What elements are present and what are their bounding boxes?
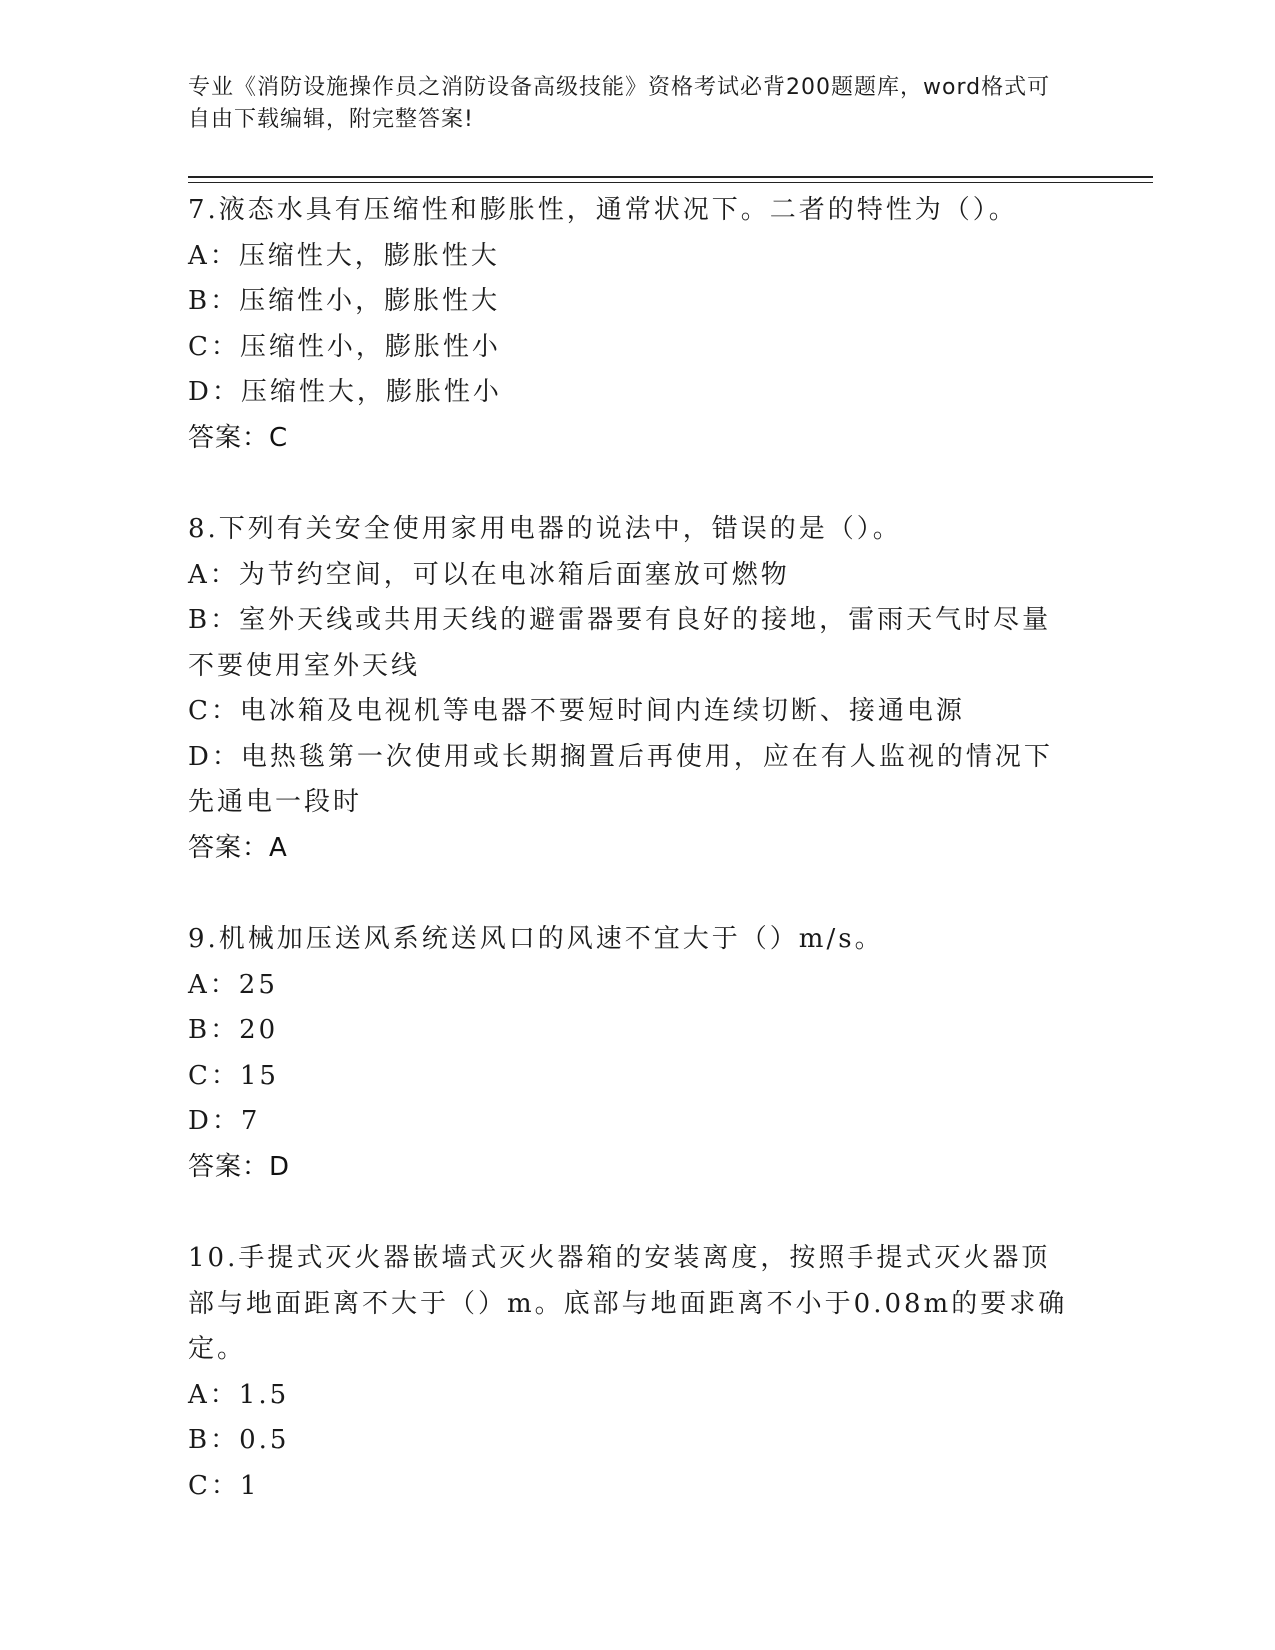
answer-label: 答案：	[188, 832, 270, 863]
option-b: B：室外天线或共用天线的避雷器要有良好的接地，雷雨天气时尽量不要使用室外天线	[188, 605, 1052, 681]
option-d: D：电热毯第一次使用或长期搁置后再使用，应在有人监视的情况下先通电一段时	[188, 741, 1053, 817]
option-c: C：电冰箱及电视机等电器不要短时间内连续切断、接通电源	[188, 696, 965, 726]
question-9	[188, 917, 1078, 1190]
question-list	[188, 188, 1078, 1509]
option-b: B：0.5	[188, 1425, 290, 1455]
option-b: B：20	[188, 1015, 279, 1045]
option-c: C：压缩性小，膨胀性小	[188, 331, 501, 362]
question-stem: 8.下列有关安全使用家用电器的说法中，错误的是（）。	[188, 514, 902, 544]
option-a: A：为节约空间，可以在电冰箱后面塞放可燃物	[188, 559, 790, 590]
answer-value: D	[269, 1151, 290, 1182]
option-a: A：25	[188, 969, 278, 1000]
option-d: D：7	[188, 1106, 261, 1136]
answer-line	[188, 1145, 1078, 1191]
question-7	[188, 188, 1078, 461]
question-stem: 9.机械加压送风系统送风口的风速不宜大于（）m/s。	[188, 924, 884, 954]
header-divider-thick	[188, 176, 1153, 178]
answer-line	[188, 826, 1078, 872]
option-d: D：压缩性大，膨胀性小	[188, 377, 502, 407]
option-a: A：压缩性大，膨胀性大	[188, 240, 500, 271]
question-8	[188, 507, 1078, 871]
option-c: C：15	[188, 1060, 279, 1091]
answer-label: 答案：	[188, 422, 270, 453]
question-stem: 7.液态水具有压缩性和膨胀性，通常状况下。二者的特性为（）。	[188, 195, 1018, 225]
header-divider-thin	[188, 182, 1153, 183]
answer-label: 答案：	[188, 1151, 270, 1182]
option-a: A：1.5	[188, 1379, 290, 1410]
option-c: C：1	[188, 1470, 260, 1501]
question-10	[188, 1236, 1078, 1509]
answer-value: C	[269, 422, 288, 453]
question-stem: 10.手提式灭火器嵌墙式灭火器箱的安装离度，按照手提式灭火器顶部与地面距离不大于（）m。底部与地面距离不小于0.08m的要求确定。	[188, 1243, 1068, 1364]
answer-line	[188, 416, 1078, 462]
document-header: 专业《消防设施操作员之消防设备高级技能》资格考试必背200题题库，word格式可自由下载编辑，附完整答案!	[188, 75, 1051, 132]
option-b: B：压缩性小，膨胀性大	[188, 286, 501, 316]
answer-value: A	[269, 832, 287, 863]
